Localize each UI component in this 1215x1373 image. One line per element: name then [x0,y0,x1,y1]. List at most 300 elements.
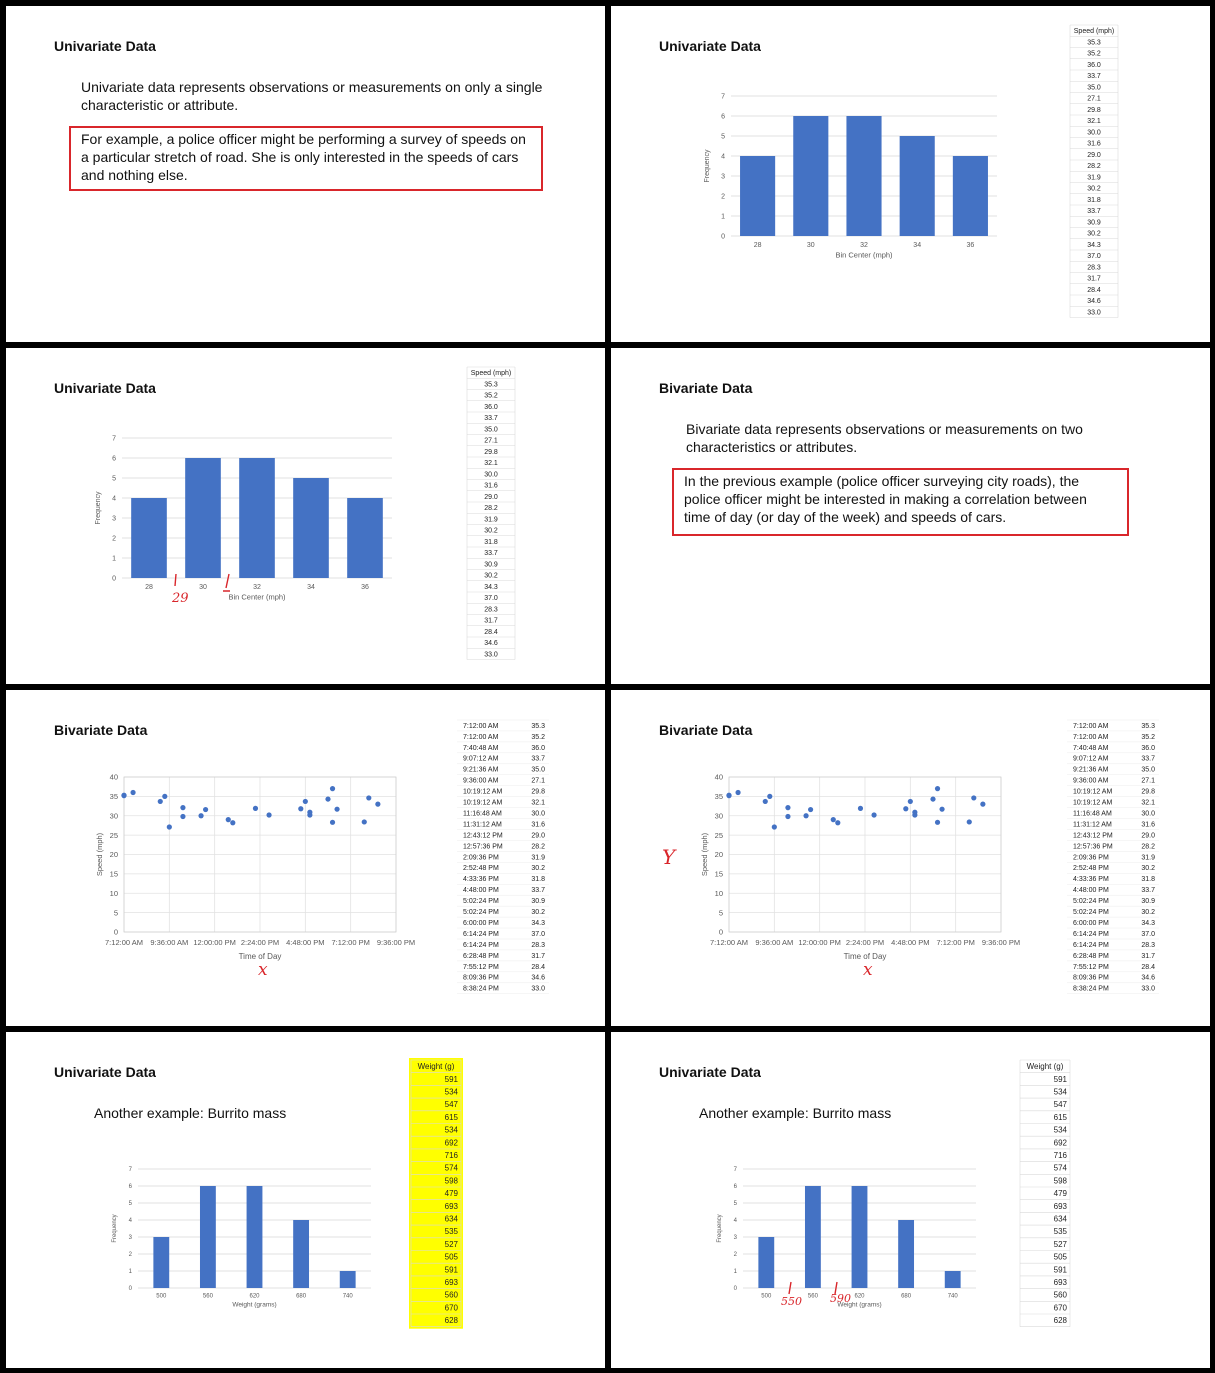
speed-data-table [611,6,1210,342]
table-cell-speed: 34.6 [1141,974,1155,982]
table-cell-speed: 30.2 [1141,865,1155,873]
y-tick-label: 5 [128,1201,132,1208]
table-cell-time: 6:14:24 PM [463,930,499,938]
handwritten-x-label: x [258,960,268,980]
table-cell: 33.0 [484,651,498,659]
table-cell: 34.3 [1087,241,1101,249]
x-tick-label: 7:12:00 PM [331,937,370,947]
x-axis-label: Time of Day [238,952,282,961]
table-cell-time: 9:21:36 AM [1073,766,1109,774]
y-tick-label: 2 [128,1252,132,1259]
slide-4 [611,348,1210,684]
table-cell-time: 2:09:36 PM [463,854,499,862]
table-cell-time: 4:33:36 PM [1073,876,1109,884]
table-cell: 34.6 [1087,298,1101,306]
x-tick-label: 680 [296,1293,307,1300]
slide-title: Univariate Data [659,38,761,54]
y-tick-label: 7 [721,93,725,101]
y-tick-label: 2 [112,535,116,543]
x-tick-label: 32 [860,242,868,250]
table-cell-time: 6:14:24 PM [1073,941,1109,949]
x-axis-label: Weight (grams) [232,1301,277,1309]
table-cell: 32.1 [484,460,498,468]
y-axis-label: Frequency [95,491,102,525]
y-tick-label: 0 [113,927,118,937]
table-cell-speed: 36.0 [1141,744,1155,752]
y-tick-label: 30 [714,811,723,821]
table-cell-speed: 27.1 [1141,777,1155,785]
y-tick-label: 1 [733,1269,737,1276]
table-cell: 560 [444,1290,458,1300]
weight-data-table [6,1032,605,1368]
table-cell-time: 6:28:48 PM [1073,952,1109,960]
table-cell-speed: 32.1 [531,799,545,807]
slide-subtitle: Another example: Burrito mass [699,1105,892,1121]
handwritten-550: 550 [781,1295,802,1308]
table-cell: 36.0 [484,403,498,411]
x-tick-label: 30 [806,242,815,250]
y-tick-label: 15 [109,869,118,879]
time-speed-data-table [6,690,605,1026]
table-cell-speed: 31.9 [531,854,545,862]
y-tick-label: 7 [112,435,116,443]
x-tick-label: 7:12:00 PM [936,937,975,947]
y-tick-label: 7 [128,1167,132,1174]
slide-7 [6,1032,605,1368]
table-cell-speed: 28.4 [1141,963,1155,971]
table-cell-speed: 31.7 [1141,952,1155,960]
y-tick-label: 3 [112,515,116,523]
slide-1 [6,6,605,342]
table-cell-speed: 28.4 [531,963,545,971]
table-cell-time: 6:14:24 PM [463,941,499,949]
table-cell-time: 7:40:48 AM [1073,744,1109,752]
table-cell: 634 [1053,1214,1067,1224]
table-cell-time: 7:40:48 AM [463,744,499,752]
y-tick-label: 1 [128,1269,132,1276]
y-tick-label: 5 [113,908,118,918]
table-cell: 35.2 [1087,50,1101,58]
table-cell-speed: 29.8 [531,788,545,796]
table-cell: 479 [444,1189,458,1199]
table-cell-speed: 29.0 [1141,832,1155,840]
table-cell: 534 [1053,1125,1067,1135]
y-tick-label: 20 [109,850,118,860]
x-tick-label: 12:00:00 PM [798,937,841,947]
y-tick-label: 25 [109,830,118,840]
y-tick-label: 5 [721,133,725,141]
y-tick-label: 5 [733,1201,737,1208]
table-cell: 670 [444,1303,458,1313]
x-tick-label: 9:36:00 PM [376,937,416,947]
definition-text: Univariate data represents observations or measurements on only a single characteristic or attribute. [81,79,543,113]
table-cell-time: 5:02:24 PM [463,909,499,917]
table-cell: 31.8 [1087,196,1101,204]
table-cell-time: 6:00:00 PM [1073,919,1109,927]
table-cell-speed: 36.0 [531,744,545,752]
table-cell-time: 4:48:00 PM [463,887,499,895]
slide-6 [611,690,1210,1026]
slide-8 [611,1032,1210,1368]
y-tick-label: 7 [733,1167,737,1174]
table-cell-time: 8:38:24 PM [1073,985,1109,993]
table-cell-time: 12:57:36 PM [1073,843,1113,851]
x-tick-label: 36 [966,242,975,250]
table-cell-time: 6:28:48 PM [463,952,499,960]
table-cell: 615 [1053,1112,1067,1122]
x-tick-label: 4:48:00 PM [891,937,930,947]
table-cell-speed: 28.2 [531,843,545,851]
table-cell-time: 10:19:12 AM [1073,799,1113,807]
table-cell: 628 [1053,1316,1067,1326]
x-axis-label: Bin Center (mph) [835,250,893,260]
handwritten-bin-marks [6,348,605,684]
slide-3 [6,348,605,684]
table-header: Weight (g) [1026,1062,1064,1072]
handwritten-29: 29 [172,591,189,606]
x-tick-label: 9:36:00 PM [981,937,1021,947]
table-cell-time: 11:31:12 AM [463,821,502,829]
table-cell-speed: 30.0 [531,810,545,818]
table-cell-time: 5:02:24 PM [1073,898,1109,906]
table-cell: 547 [1053,1100,1067,1110]
x-tick-label: 2:24:00 PM [240,937,280,947]
table-cell-time: 4:48:00 PM [1073,887,1109,895]
table-cell-time: 9:07:12 AM [1073,755,1109,763]
x-tick-label: 2:24:00 PM [845,937,885,947]
table-cell-time: 7:12:00 AM [463,722,499,730]
y-tick-label: 10 [714,888,723,898]
x-tick-label: 28 [753,242,762,250]
x-tick-label: 9:36:00 AM [755,937,794,947]
y-tick-label: 10 [109,888,118,898]
y-axis-label: Frequency [717,1214,723,1243]
x-tick-label: 560 [202,1293,213,1300]
table-cell: 534 [444,1125,458,1135]
table-cell-speed: 35.3 [1141,722,1155,730]
slide-title: Univariate Data [54,380,156,396]
x-tick-label: 30 [199,584,207,592]
table-cell-speed: 28.3 [531,941,545,949]
table-header: Weight (g) [417,1062,455,1072]
table-cell: 527 [1053,1239,1067,1249]
y-tick-label: 15 [714,869,723,879]
table-cell: 28.2 [484,505,498,513]
table-cell: 716 [1053,1151,1067,1161]
table-cell-speed: 31.6 [1141,821,1155,829]
table-cell-time: 7:12:00 AM [1073,722,1109,730]
table-cell-speed: 29.0 [531,832,545,840]
y-tick-label: 2 [721,193,725,201]
table-cell-time: 9:07:12 AM [463,755,499,763]
table-cell-speed: 35.0 [1141,766,1155,774]
y-tick-label: 1 [721,213,725,221]
table-cell-speed: 30.2 [531,865,545,873]
table-cell: 31.8 [484,538,498,546]
y-tick-label: 3 [128,1235,132,1242]
table-cell-time: 9:36:00 AM [463,777,499,785]
table-cell: 574 [1053,1163,1067,1173]
x-tick-label: 620 [854,1293,865,1300]
y-tick-label: 40 [109,772,118,782]
table-cell: 29.0 [1087,151,1101,159]
table-cell-speed: 31.8 [531,876,545,884]
table-cell: 31.9 [484,516,498,524]
table-cell-speed: 31.8 [1141,876,1155,884]
table-cell: 30.2 [484,527,498,535]
y-tick-label: 6 [128,1184,132,1191]
table-cell: 31.9 [1087,174,1101,182]
table-cell: 692 [1053,1138,1067,1148]
table-cell-time: 8:09:36 PM [1073,974,1109,982]
table-cell: 29.8 [1087,106,1101,114]
table-cell-time: 11:16:48 AM [1073,810,1112,818]
x-tick-label: 740 [947,1293,958,1300]
table-cell: 33.7 [1087,73,1101,81]
table-cell: 37.0 [1087,253,1101,261]
y-tick-label: 20 [714,850,723,860]
table-cell-time: 8:38:24 PM [463,985,499,993]
table-cell-time: 7:12:00 AM [463,733,499,741]
y-tick-label: 4 [128,1218,132,1225]
table-cell: 547 [444,1100,458,1110]
y-tick-label: 35 [714,792,723,801]
y-tick-label: 1 [112,555,116,563]
handwritten-x-label: x [863,960,873,980]
x-axis-label: Bin Center (mph) [228,592,286,602]
x-tick-label: 500 [156,1293,167,1300]
table-cell: 693 [444,1278,458,1288]
table-cell-time: 2:52:48 PM [1073,865,1109,873]
table-cell: 30.9 [1087,219,1101,227]
table-cell: 36.0 [1087,61,1101,69]
y-tick-label: 2 [733,1252,737,1259]
y-axis-label: Frequency [704,149,711,183]
table-cell-speed: 33.0 [531,985,545,993]
definition-text: Bivariate data represents observations or measurements on two characteristics or attributes. [686,421,1083,455]
x-tick-label: 560 [807,1293,818,1300]
x-tick-label: 9:36:00 AM [150,937,189,947]
table-cell: 33.7 [484,550,498,558]
y-tick-label: 3 [733,1235,737,1242]
table-cell-time: 9:36:00 AM [1073,777,1109,785]
table-cell: 33.7 [1087,208,1101,216]
table-cell: 35.3 [1087,39,1101,47]
y-tick-label: 0 [721,233,725,241]
table-cell: 27.1 [484,437,498,445]
y-tick-label: 0 [718,927,723,937]
table-cell-time: 12:57:36 PM [463,843,503,851]
table-cell: 693 [444,1201,458,1211]
x-tick-label: 34 [913,242,922,250]
table-cell: 30.2 [1087,185,1101,193]
table-cell-speed: 30.0 [1141,810,1155,818]
table-cell-time: 12:43:12 PM [463,832,503,840]
table-cell-time: 8:09:36 PM [463,974,499,982]
table-cell: 479 [1053,1189,1067,1199]
table-cell: 29.8 [484,448,498,456]
table-cell-time: 6:00:00 PM [463,919,499,927]
table-cell: 28.2 [1087,163,1101,171]
table-cell: 560 [1053,1290,1067,1300]
table-cell: 33.0 [1087,309,1101,317]
y-tick-label: 25 [714,830,723,840]
table-cell: 598 [1053,1176,1067,1186]
table-cell: 28.3 [484,606,498,614]
slide-subtitle: Another example: Burrito mass [94,1105,287,1121]
table-cell: 31.6 [1087,140,1101,148]
x-tick-label: 500 [761,1293,772,1300]
table-cell: 31.7 [484,617,498,625]
table-cell-speed: 31.9 [1141,854,1155,862]
table-cell-speed: 27.1 [531,777,545,785]
table-cell: 34.6 [484,640,498,648]
table-cell: 37.0 [484,595,498,603]
table-cell: 693 [1053,1278,1067,1288]
x-tick-label: 7:12:00 AM [105,937,143,947]
table-cell: 535 [444,1227,458,1237]
table-cell: 598 [444,1176,458,1186]
table-cell: 535 [1053,1227,1067,1237]
x-tick-label: 740 [342,1293,353,1300]
table-cell-time: 6:14:24 PM [1073,930,1109,938]
table-cell-speed: 33.7 [1141,755,1155,763]
x-tick-label: 4:48:00 PM [286,937,325,947]
table-cell-time: 10:19:12 AM [463,799,503,807]
table-cell: 628 [444,1316,458,1326]
table-cell: 35.0 [484,426,498,434]
y-tick-label: 40 [714,772,723,782]
table-cell: 534 [1053,1087,1067,1097]
table-cell-speed: 31.6 [531,821,545,829]
x-tick-label: 7:12:00 AM [710,937,748,947]
table-cell-time: 9:21:36 AM [463,766,499,774]
table-cell-speed: 28.3 [1141,941,1155,949]
table-cell-speed: 30.2 [1141,909,1155,917]
table-cell: 716 [444,1151,458,1161]
table-cell: 591 [1053,1265,1067,1275]
table-cell: 615 [444,1112,458,1122]
table-cell: 34.3 [484,583,498,591]
x-axis-label: Weight (grams) [837,1301,882,1309]
x-tick-label: 34 [307,584,315,592]
table-cell-speed: 37.0 [531,930,545,938]
table-cell-time: 7:55:12 PM [1073,963,1109,971]
table-cell-speed: 33.7 [531,887,545,895]
table-cell-speed: 32.1 [1141,799,1155,807]
table-cell-speed: 28.2 [1141,843,1155,851]
table-cell-time: 10:19:12 AM [463,788,503,796]
table-cell-time: 12:43:12 PM [1073,832,1113,840]
table-cell-speed: 34.6 [531,974,545,982]
slide-5 [6,690,605,1026]
table-cell: 574 [444,1163,458,1173]
table-cell: 692 [444,1138,458,1148]
table-cell-speed: 37.0 [1141,930,1155,938]
table-cell: 27.1 [1087,95,1101,103]
table-cell-time: 11:31:12 AM [1073,821,1112,829]
table-cell-speed: 31.7 [531,952,545,960]
table-cell: 670 [1053,1303,1067,1313]
table-cell-speed: 35.3 [531,722,545,730]
table-header: Speed (mph) [470,370,512,378]
slide-title: Univariate Data [54,38,156,54]
y-tick-label: 6 [112,455,116,463]
table-cell-speed: 33.7 [531,755,545,763]
y-axis-label: Speed (mph) [700,832,709,877]
table-cell-speed: 30.9 [1141,898,1155,906]
slide-title: Bivariate Data [54,722,148,738]
table-cell-speed: 34.3 [1141,919,1155,927]
table-cell-speed: 35.0 [531,766,545,774]
handwritten-y-label: Y [662,845,676,869]
x-tick-label: 28 [145,584,153,592]
table-cell-time: 7:12:00 AM [1073,733,1109,741]
x-tick-label: 680 [901,1293,912,1300]
table-cell: 591 [1053,1074,1067,1084]
y-tick-label: 6 [721,113,725,121]
x-tick-label: 36 [361,584,369,592]
table-cell: 527 [444,1239,458,1249]
slide-title: Bivariate Data [659,380,753,396]
table-cell: 29.0 [484,493,498,501]
table-cell-speed: 34.3 [531,919,545,927]
y-tick-label: 35 [109,792,118,801]
table-cell: 505 [1053,1252,1067,1262]
table-cell: 505 [444,1252,458,1262]
table-cell: 35.3 [484,381,498,389]
y-tick-label: 0 [128,1286,132,1293]
table-cell: 35.2 [484,392,498,400]
table-cell-time: 4:33:36 PM [463,876,499,884]
y-tick-label: 4 [721,153,725,161]
table-cell: 28.4 [484,628,498,636]
table-cell: 693 [1053,1201,1067,1211]
table-cell: 32.1 [1087,118,1101,126]
table-cell: 634 [444,1214,458,1224]
table-cell-speed: 29.8 [1141,788,1155,796]
table-cell: 31.7 [1087,275,1101,283]
table-cell: 591 [444,1074,458,1084]
x-axis-label: Time of Day [843,952,887,961]
table-cell: 534 [444,1087,458,1097]
table-cell: 30.0 [484,471,498,479]
y-tick-label: 0 [733,1286,737,1293]
table-cell-speed: 35.2 [531,733,545,741]
table-cell: 35.0 [1087,84,1101,92]
table-cell: 591 [444,1265,458,1275]
handwritten-bin-marks [611,1032,1210,1368]
y-axis-label: Speed (mph) [95,832,104,877]
example-box: For example, a police officer might be performing a survey of speeds on a particular stretch of road. She is only interested in the speeds of cars and nothing else. [69,126,543,191]
y-tick-label: 0 [112,575,116,583]
table-cell: 30.2 [484,572,498,580]
table-cell: 28.3 [1087,264,1101,272]
y-tick-label: 4 [112,495,116,503]
table-cell-time: 11:16:48 AM [463,810,502,818]
table-cell-speed: 33.0 [1141,985,1155,993]
table-cell: 28.4 [1087,286,1101,294]
table-cell-time: 7:55:12 PM [463,963,499,971]
y-tick-label: 30 [109,811,118,821]
table-cell: 30.9 [484,561,498,569]
x-tick-label: 620 [249,1293,260,1300]
y-tick-label: 4 [733,1218,737,1225]
table-cell-time: 10:19:12 AM [1073,788,1113,796]
y-tick-label: 5 [718,908,723,918]
y-tick-label: 5 [112,475,116,483]
table-cell-time: 5:02:24 PM [1073,909,1109,917]
